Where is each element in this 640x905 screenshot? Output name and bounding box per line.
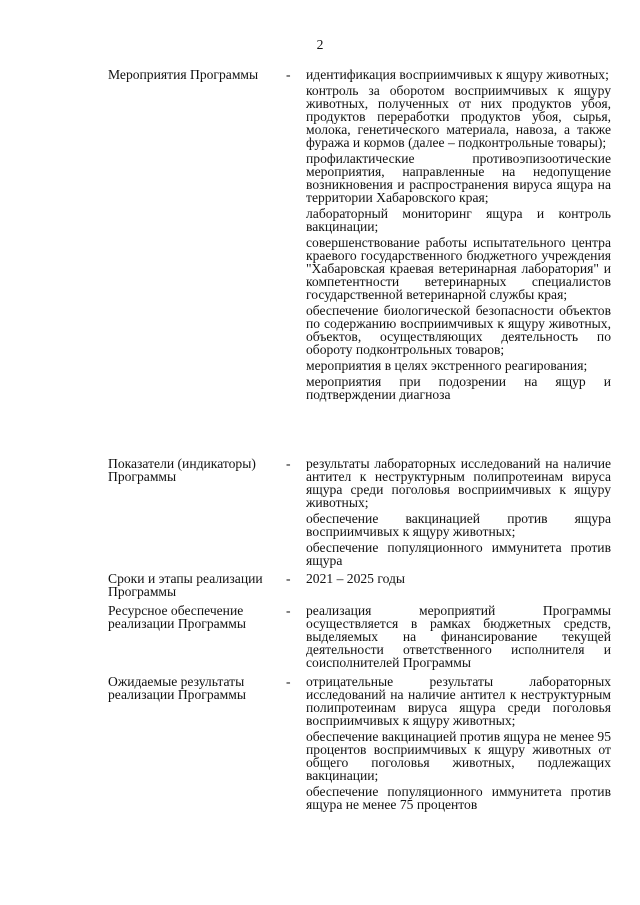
section-content-indicators	[306, 457, 611, 570]
section-label-activities: Мероприятия Программы	[108, 67, 259, 82]
paragraph: идентификация восприимчивых к ящуру животных;	[306, 67, 609, 82]
paragraph: обеспечение биологической безопасности объектов по содержанию восприимчивых к ящуру животных, объектов, осуществляющих деятельность по обороту подконтрольных товаров;	[306, 303, 611, 357]
dash-separator: -	[286, 67, 291, 82]
paragraph: обеспечение вакцинацией против ящура не менее 95 процентов восприимчивых к ящуру животных от общего поголовья животных, подлежащих вакцинации;	[306, 729, 611, 783]
section-label-expected-results: Ожидаемые результаты реализации Программы	[108, 674, 246, 702]
paragraph: профилактические противоэпизоотические мероприятия, направленные на недопущение возникновения и распространения вируса ящура на территории Хабаровского края;	[306, 151, 611, 205]
paragraph: совершенствование работы испытательного центра краевого государственного бюджетного учреждения "Хабаровская краевая ветеринарная лаборатория" и компетентности ветеринарных специалистов государственной ветеринарной службы края;	[306, 235, 611, 302]
section-content-expected-results	[306, 675, 611, 814]
paragraph: обеспечение популяционного иммунитета против ящура не менее 75 процентов	[306, 784, 611, 812]
paragraph: мероприятия при подозрении на ящур и подтверждении диагноза	[306, 374, 611, 402]
paragraph: контроль за оборотом восприимчивых к ящуру животных, полученных от них продуктов убоя, продуктов переработки продуктов убоя, сырья, молока, генетического материала, навоза, а также фуража и кормов (далее – подконтрольные товары);	[306, 83, 611, 150]
section-label-resources: Ресурсное обеспечение реализации Программы	[108, 603, 246, 631]
paragraph: реализация мероприятий Программы осуществляется в рамках бюджетных средств, выделяемых на финансирование текущей деятельности ответственного исполнителя и соисполнителей Программы	[306, 603, 611, 670]
page-number: 2	[316, 37, 324, 52]
paragraph: отрицательные результаты лабораторных исследований на наличие антител к неструктурным полипротеинам вируса ящура среди поголовья восприимчивых к ящуру животных;	[306, 674, 611, 728]
paragraph: мероприятия в целях экстренного реагирования;	[306, 358, 588, 373]
paragraph: обеспечение вакцинацией против ящура восприимчивых к ящуру животных;	[306, 511, 611, 539]
section-content-resources	[306, 604, 611, 672]
dash-separator: -	[286, 456, 291, 471]
section-label-indicators: Показатели (индикаторы) Программы	[108, 456, 256, 484]
paragraph: обеспечение популяционного иммунитета против ящура	[306, 540, 611, 568]
section-content-activities	[306, 68, 611, 404]
section-label-timeline: Сроки и этапы реализации Программы	[108, 571, 263, 599]
paragraph: лабораторный мониторинг ящура и контроль вакцинации;	[306, 206, 611, 234]
paragraph: результаты лабораторных исследований на наличие антител к неструктурным полипротеинам вируса ящура среди поголовья восприимчивых к ящуру животных;	[306, 456, 611, 510]
dash-separator: -	[286, 674, 291, 689]
dash-separator: -	[286, 571, 291, 586]
dash-separator: -	[286, 603, 291, 618]
section-content-timeline	[306, 572, 611, 588]
paragraph: 2021 – 2025 годы	[306, 571, 406, 586]
